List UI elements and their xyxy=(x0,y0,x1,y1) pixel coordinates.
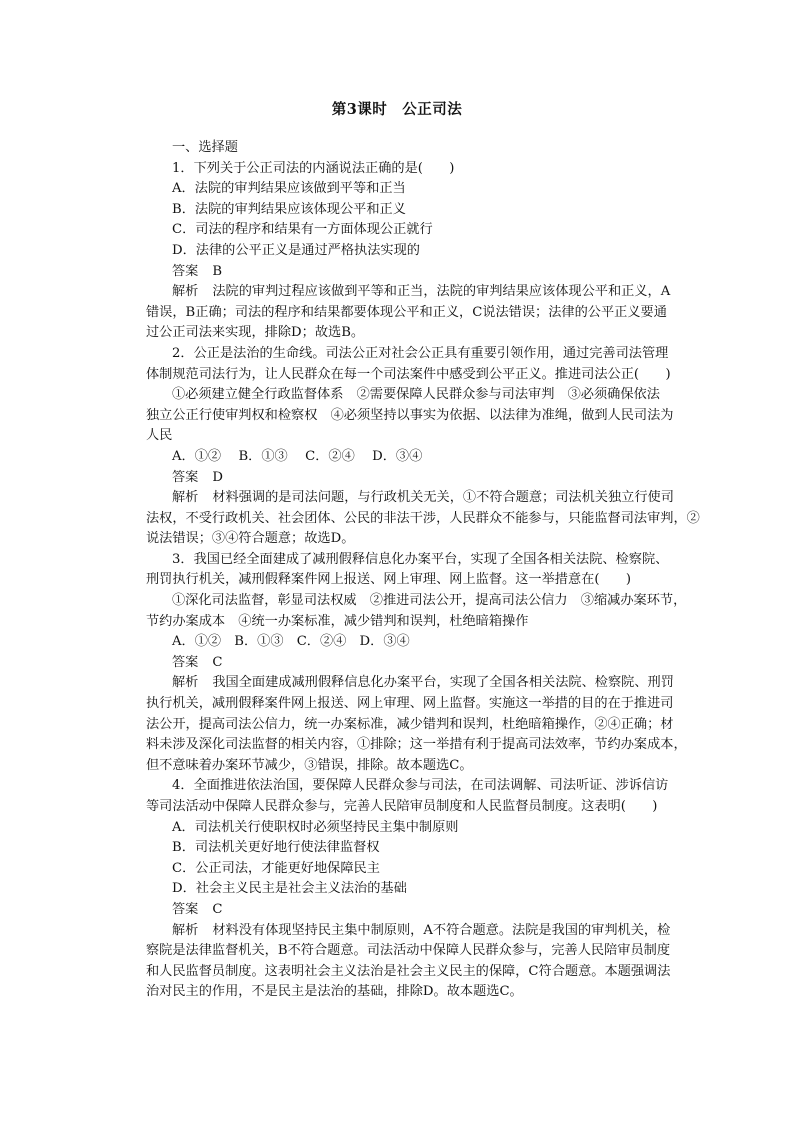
answer-label: 答案 xyxy=(172,263,199,279)
statement-line: ①必须建立健全行政监督体系 ②需要保障人民群众参与司法审判 ③必须确保依法 xyxy=(172,387,660,403)
answer-line xyxy=(146,900,674,921)
option-a: A．法院的审判结果应该做到平等和正当 xyxy=(172,181,406,197)
option-d: D．法律的公平正义是通过严格执法实现的 xyxy=(172,242,420,258)
analysis-line: 错误，B正确；司法的程序和结果都要体现公平和正义，C说法错误；法律的公平正义要通 xyxy=(146,304,667,320)
question-stem-line: 1．下列关于公正司法的内涵说法正确的是( ) xyxy=(172,160,455,176)
analysis-line: 说法错误；③④符合题意；故选D。 xyxy=(146,531,355,547)
analysis-text: 材料没有体现坚持民主集中制原则，A不符合题意。法院是我国的审判机关，检 xyxy=(212,922,671,938)
analysis-text: 法院的审判过程应该做到平等和正当，法院的审判结果应该体现公平和正义，A xyxy=(212,284,671,300)
statement-line: 节约办案成本 ④统一办案标准，减少错判和误判，杜绝暗箱操作 xyxy=(146,613,529,629)
analysis-text: 我国全面建成减刑假释信息化办案平台，实现了全国各相关法院、检察院、刑罚 xyxy=(212,675,674,691)
option-d: D．社会主义民主是社会主义法治的基础 xyxy=(172,881,407,897)
option-c: C．公正司法，才能更好地保障民主 xyxy=(172,860,380,876)
analysis-line: 治对民主的作用，不是民主是法治的基础，排除D。故本题选C。 xyxy=(146,984,523,1000)
section-heading: 一、选择题 xyxy=(172,140,238,155)
document-body xyxy=(146,138,700,1003)
options-line: A．①② B．①③ C．②④ D．③④ xyxy=(172,448,423,464)
question-1 xyxy=(146,159,674,344)
analysis-line: 法公开，提高司法公信力，统一办案标准，减少错判和误判，杜绝暗箱操作，②④正确；材 xyxy=(146,716,674,732)
answer-line xyxy=(146,468,674,489)
question-stem-line: 体制规范司法行为，让人民群众在每一个司法案件中感受到公平正义。推进司法公正( ) xyxy=(146,366,671,382)
analysis-line: 法权，不受行政机关、社会团体、公民的非法干涉，人民群众不能参与，只能监督司法审判，② xyxy=(146,510,700,526)
analysis-line: 执行机关，减刑假释案件网上报送、网上审理、网上监督。实施这一举措的目的在于推进司 xyxy=(146,696,674,712)
statement-line: ①深化司法监督，彰显司法权威 ②推进司法公开，提高司法公信力 ③缩减办案环节， xyxy=(172,593,687,609)
statement-line: 独立公正行使审判权和检察权 ④必须坚持以事实为依据、以法律为准绳，做到人民司法为 xyxy=(146,407,674,423)
analysis-line xyxy=(146,282,674,303)
answer-value: C xyxy=(212,654,223,670)
answer-line xyxy=(146,262,674,283)
option-b: B．法院的审判结果应该体现公平和正义 xyxy=(172,201,406,217)
analysis-line xyxy=(146,488,674,509)
question-4 xyxy=(146,776,674,1003)
answer-label: 答案 xyxy=(172,469,199,485)
option-c: C．司法的程序和结果有一方面体现公正就行 xyxy=(172,222,433,238)
analysis-line xyxy=(146,921,674,942)
page-title: 第3课时 公正司法 xyxy=(331,101,463,118)
answer-value: C xyxy=(212,901,223,917)
answer-line xyxy=(146,653,674,674)
analysis-line: 和人民监督员制度。这表明社会主义法治是社会主义民主的保障，C符合题意。本题强调法 xyxy=(146,963,671,979)
question-2 xyxy=(146,344,700,550)
question-stem-line: 4．全面推进依法治国，要保障人民群众参与司法，在司法调解、司法听证、涉诉信访 xyxy=(172,778,669,794)
analysis-line: 但不意味着办案环节减少，③错误，排除。故本题选C。 xyxy=(146,757,473,773)
answer-label: 答案 xyxy=(172,901,199,917)
analysis-line xyxy=(146,673,674,694)
question-stem-line: 等司法活动中保障人民群众参与，完善人民陪审员制度和人民监督员制度。这表明( ) xyxy=(146,799,658,814)
analysis-label: 解析 xyxy=(172,675,199,691)
analysis-label: 解析 xyxy=(172,284,199,300)
options-line: A．①② B．①③ C．②④ D．③④ xyxy=(172,634,410,650)
question-stem-line: 2．公正是法治的生命线。司法公正对社会公正具有重要引领作用，通过完善司法管理 xyxy=(172,345,669,361)
option-b: B．司法机关更好地行使法律监督权 xyxy=(172,840,380,856)
question-stem-line: 刑罚执行机关，减刑假释案件网上报送、网上审理、网上监督。这一举措意在( ) xyxy=(146,572,632,588)
analysis-line: 察院是法律监督机关，B不符合题意。司法活动中保障人民群众参与，完善人民陪审员制度 xyxy=(146,943,670,959)
answer-value: B xyxy=(212,263,223,279)
question-3 xyxy=(146,550,687,777)
analysis-label: 解析 xyxy=(172,490,199,506)
analysis-line: 过公正司法来实现，排除D；故选B。 xyxy=(146,325,365,341)
answer-label: 答案 xyxy=(172,654,199,670)
analysis-line: 料未涉及深化司法监督的相关内容，①排除；这一举措有利于提高司法效率，节约办案成本， xyxy=(146,737,687,753)
analysis-text: 材料强调的是司法问题，与行政机关无关，①不符合题意；司法机关独立行使司 xyxy=(212,490,674,506)
option-a: A．司法机关行使职权时必须坚持民主集中制原则 xyxy=(172,819,459,835)
analysis-label: 解析 xyxy=(172,922,199,938)
question-stem-line: 3．我国已经全面建成了减刑假释信息化办案平台，实现了全国各相关法院、检察院、 xyxy=(172,551,669,567)
answer-value: D xyxy=(212,469,223,485)
statement-line: 人民 xyxy=(146,428,173,444)
